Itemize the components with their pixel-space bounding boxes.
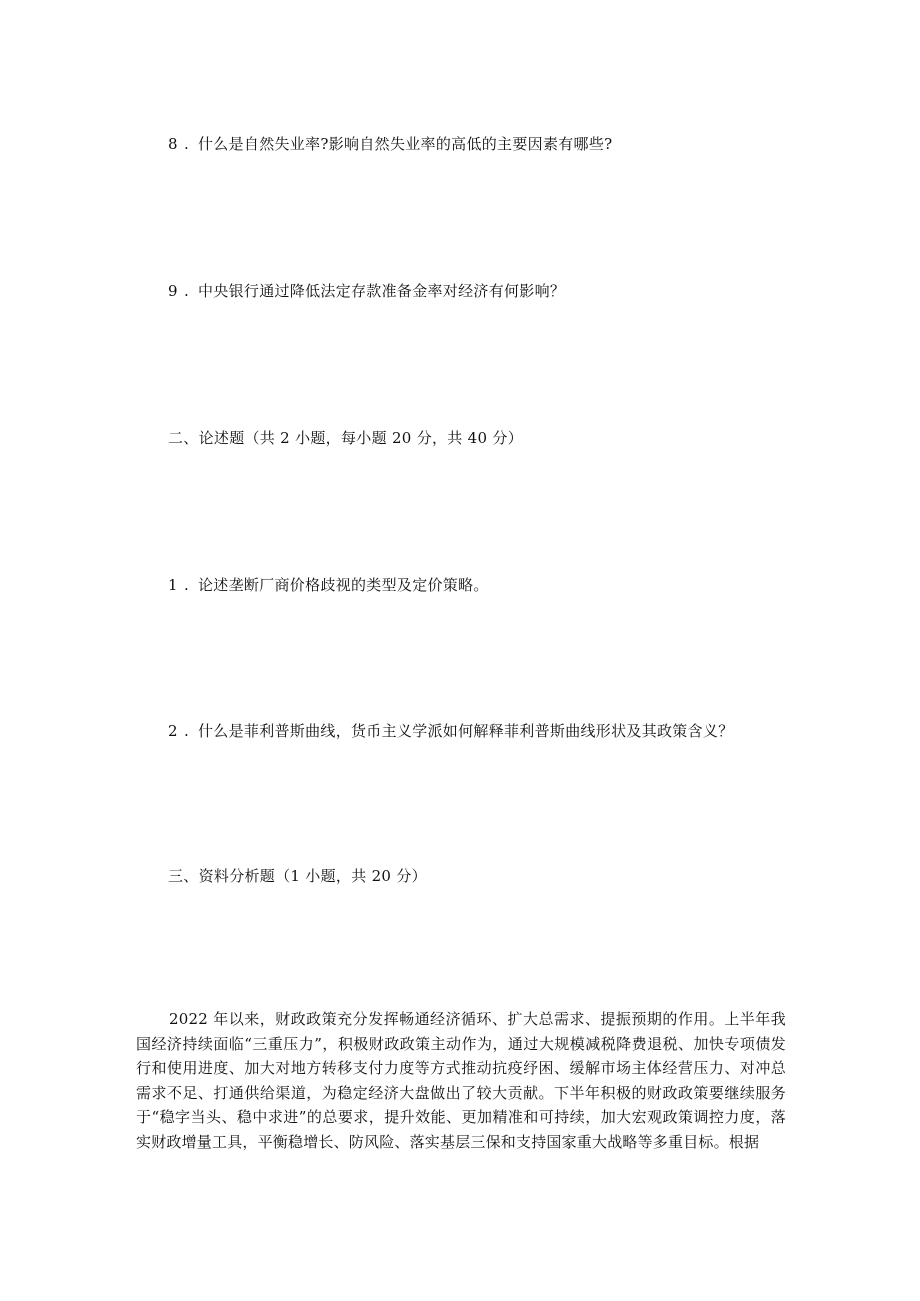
essay-question-2 [168, 721, 734, 741]
material-paragraph: 2022 年以来，财政政策充分发挥畅通经济循环、扩大总需求、提振预期的作用。上半年我国经济持续面临“三重压力”，积极财政政策主动作为，通过大规模减税降费退税、加快专项债发行和使用进度、加大对地方转移支付力度等方式推动抗疫纾困、缓解市场主体经营压力、对冲总需求不足、打通供给渠道，为稳定经济大盘做出了较大贡献。下半年积极的财政政策要继续服务于“稳字当头、稳中求进”的总要求，提升效能、更加精准和可持续，加大宏观政策调控力度，落实财政增量工具，平衡稳增长、防风险、落实基层三保和支持国家重大战略等多重目标。根据 [136, 1010, 786, 1151]
question-text: 论述垄断厂商价格歧视的类型及定价策略。 [198, 576, 489, 594]
section-heading-material-analysis: 三、资料分析题（1 小题，共 20 分） [168, 867, 427, 885]
question-separator: . [184, 576, 190, 594]
question-separator: . [184, 282, 190, 300]
question-number: 8 [168, 135, 178, 153]
question-8 [168, 134, 613, 154]
question-9 [168, 281, 565, 301]
question-text: 中央银行通过降低法定存款准备金率对经济有何影响？ [198, 282, 566, 300]
essay-question-1 [168, 575, 489, 595]
question-text: 什么是菲利普斯曲线，货币主义学派如何解释菲利普斯曲线形状及其政策含义？ [198, 722, 734, 740]
question-separator: . [184, 722, 190, 740]
question-number: 2 [168, 722, 178, 740]
question-text: 什么是自然失业率?影响自然失业率的高低的主要因素有哪些? [198, 135, 613, 153]
question-number: 1 [168, 576, 178, 594]
section-heading-essay: 二、论述题（共 2 小题，每小题 20 分，共 40 分） [168, 429, 524, 447]
question-number: 9 [168, 282, 178, 300]
question-separator: . [184, 135, 190, 153]
